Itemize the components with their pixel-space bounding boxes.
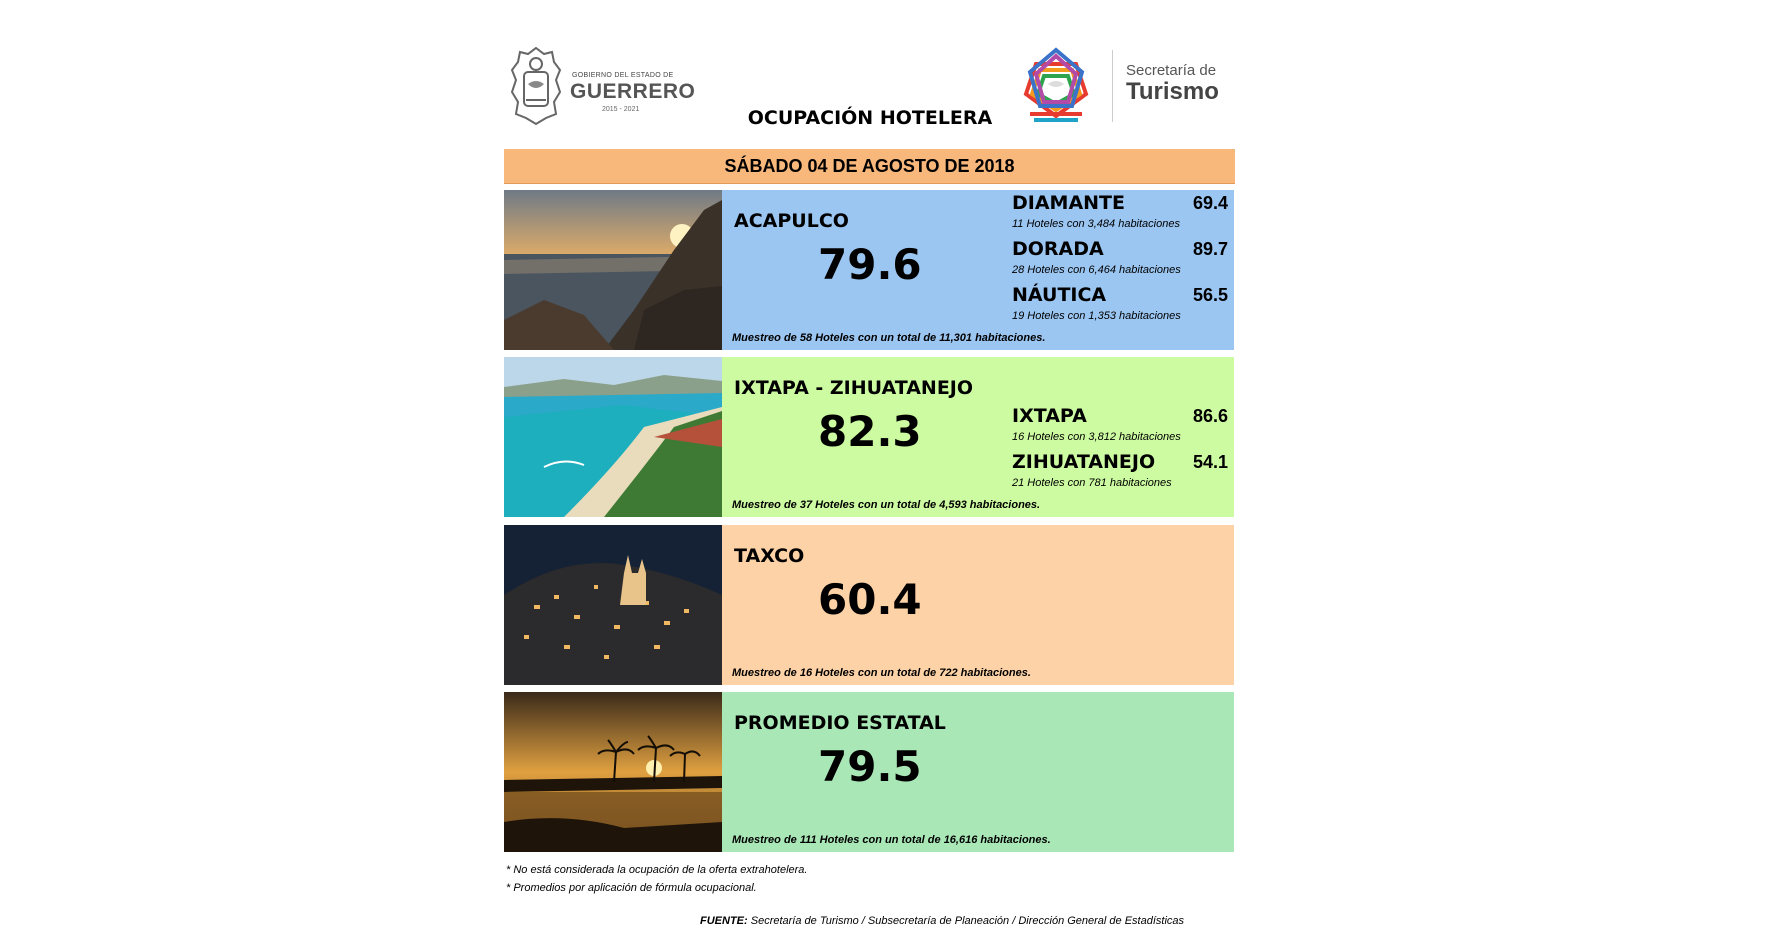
zone-desc: 28 Hoteles con 6,464 habitaciones (1012, 264, 1181, 276)
gov-years: 2015 - 2021 (602, 106, 640, 113)
zone-diamante (1012, 192, 1232, 236)
guerrero-crest-icon (506, 44, 566, 128)
source-label: FUENTE: (700, 915, 748, 927)
zone-name: DIAMANTE (1012, 192, 1125, 214)
panel-sample: Muestreo de 37 Hoteles con un total de 4,593 habitaciones. (732, 499, 1041, 511)
note-extrahotelera: * No está considerada la ocupación de la oferta extrahotelera. (506, 864, 808, 876)
acapulco-photo (504, 190, 722, 350)
sec-line1: Secretaría de (1126, 62, 1217, 79)
zone-zihuatanejo (1012, 451, 1232, 495)
zone-value: 56.5 (1192, 285, 1228, 305)
zone-desc: 19 Hoteles con 1,353 habitaciones (1012, 310, 1181, 322)
panel-taxco (722, 525, 1234, 685)
zone-dorada (1012, 238, 1232, 282)
panel-sample: Muestreo de 111 Hoteles con un total de 16,616 habitaciones. (732, 834, 1051, 846)
panel-value: 60.4 (818, 575, 922, 624)
zone-value: 69.4 (1192, 193, 1228, 213)
page-title: OCUPACIÓN HOTELERA (747, 107, 993, 129)
zone-value: 86.6 (1192, 406, 1228, 426)
source-line (700, 915, 1184, 927)
panel-value: 82.3 (818, 407, 922, 456)
zone-name: IXTAPA (1012, 405, 1087, 427)
zone-desc: 11 Hoteles con 3,484 habitaciones (1012, 218, 1180, 230)
note-formula: * Promedios por aplicación de fórmula ocupacional. (506, 882, 757, 894)
zone-ixtapa (1012, 405, 1232, 449)
zone-value: 89.7 (1192, 239, 1228, 259)
panel-name: IXTAPA - ZIHUATANEJO (734, 377, 974, 399)
sec-line2: Turismo (1126, 78, 1219, 105)
panel-value: 79.6 (818, 240, 922, 289)
zone-value: 54.1 (1192, 452, 1228, 472)
panel-name: TAXCO (734, 545, 805, 567)
zone-desc: 21 Hoteles con 781 habitaciones (1012, 477, 1172, 489)
source-text: Secretaría de Turismo / Subsecretaría de Planeación / Dirección General de Estadísticas (750, 915, 1185, 927)
sunset-palms-photo (504, 692, 722, 852)
zone-name: ZIHUATANEJO (1012, 451, 1156, 473)
zone-name: NÁUTICA (1012, 284, 1107, 306)
panel-value: 79.5 (818, 742, 922, 791)
panel-sample: Muestreo de 16 Hoteles con un total de 722 habitaciones. (732, 667, 1031, 679)
logo-divider (1112, 50, 1113, 122)
panel-ixtapa-zihuatanejo (722, 357, 1234, 517)
panel-acapulco (722, 190, 1234, 350)
panel-sample: Muestreo de 58 Hoteles con un total de 11,301 habitaciones. (732, 332, 1046, 344)
date-bar: SÁBADO 04 DE AGOSTO DE 2018 (504, 149, 1235, 184)
panel-promedio-estatal (722, 692, 1234, 852)
gov-line2: GUERRERO (570, 80, 696, 103)
gov-line1: GOBIERNO DEL ESTADO DE (572, 72, 674, 79)
panel-name: PROMEDIO ESTATAL (734, 712, 946, 734)
taxco-photo (504, 525, 722, 685)
zone-nautica (1012, 284, 1232, 328)
ixtapa-photo (504, 357, 722, 517)
zone-name: DORADA (1012, 238, 1104, 260)
zone-desc: 16 Hoteles con 3,812 habitaciones (1012, 431, 1181, 443)
panel-name: ACAPULCO (734, 210, 849, 232)
